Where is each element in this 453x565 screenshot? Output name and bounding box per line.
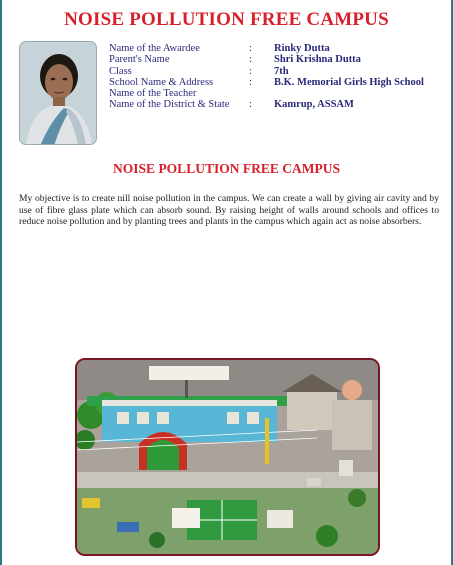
info-label: Name of the District & State <box>109 99 230 111</box>
info-colon <box>249 88 274 99</box>
info-colon: : <box>249 54 252 66</box>
awardee-info-table <box>109 43 424 111</box>
info-colon: : <box>249 99 252 111</box>
info-value: Rinky Dutta <box>274 43 330 54</box>
info-value: B.K. Memorial Girls High School <box>274 76 424 88</box>
info-row-class <box>109 66 424 77</box>
info-colon: : <box>249 43 252 54</box>
info-value: Shri Krishna Dutta <box>274 54 361 66</box>
project-description: My objective is to create nill noise pollution in the campus. We can create a wall by giving air cavity and by use of fibre glass plate which can absorb sound. By raising height of walls around schools and offices to reduce noise pollution and by planting trees and plants in the campus which again act as noise absorbers. <box>19 193 439 228</box>
info-value: Kamrup, ASSAM <box>274 99 354 111</box>
page-border-left <box>0 0 2 565</box>
info-row-district <box>109 99 424 110</box>
info-label: Class <box>109 65 132 77</box>
info-row-teacher <box>109 88 424 99</box>
info-row-school <box>109 77 424 88</box>
info-row-awardee <box>109 43 424 54</box>
info-label: School Name & Address <box>109 76 214 88</box>
info-value: 7th <box>274 65 289 77</box>
section-heading: NOISE POLLUTION FREE CAMPUS <box>113 161 340 176</box>
info-row-parent <box>109 54 424 65</box>
page-title: NOISE POLLUTION FREE CAMPUS <box>64 9 389 30</box>
info-label: Parent's Name <box>109 54 170 66</box>
info-colon: : <box>249 65 252 77</box>
info-label: Name of the Teacher <box>109 88 197 100</box>
info-label: Name of the Awardee <box>109 43 200 54</box>
info-colon: : <box>249 76 252 88</box>
campus-model-photo <box>75 358 380 556</box>
awardee-photo <box>19 41 97 145</box>
